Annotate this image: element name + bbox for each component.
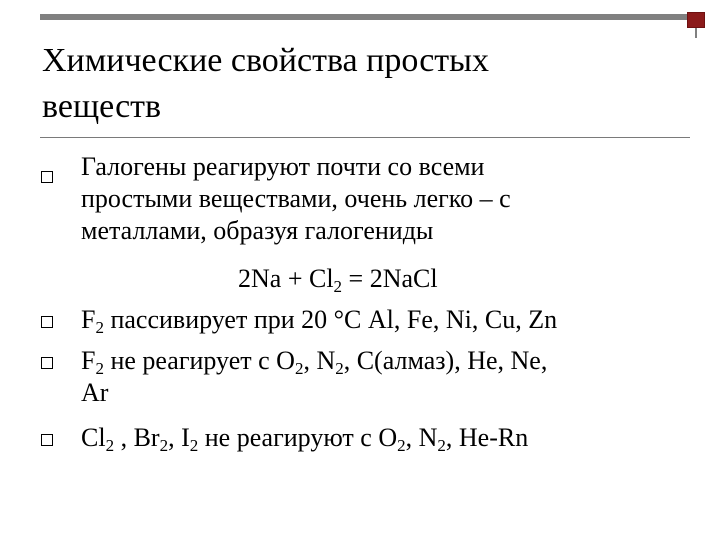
subscript: 2 [333, 277, 343, 296]
bullet-text [81, 422, 681, 454]
text-fragment: пассивирует при 20 °С Al, Fe, Ni, Cu, Zn [103, 305, 558, 334]
subscript: 2 [189, 436, 199, 455]
text-fragment: , N [405, 423, 438, 452]
reaction-equation [238, 263, 438, 295]
text-fragment: , I [168, 423, 190, 452]
slide-title [42, 38, 672, 130]
text-fragment: , Br [114, 423, 160, 452]
subscript: 2 [294, 359, 304, 378]
corner-accent-stub [695, 28, 697, 38]
hollow-square-bullet-icon [41, 357, 53, 369]
hollow-square-bullet-icon [41, 434, 53, 446]
text-fragment: F [81, 305, 96, 334]
subscript: 2 [437, 436, 446, 455]
hollow-square-bullet-icon [41, 171, 53, 183]
hollow-square-bullet-icon [41, 316, 53, 328]
bullet-text [81, 304, 681, 336]
slide-title-line-1: Химические свойства простых [42, 42, 489, 79]
bullet-line: Галогены реагируют почти со всеми [81, 152, 485, 181]
text-fragment: , He-Rn [445, 423, 529, 452]
subscript: 2 [105, 436, 115, 455]
slide-title-line-2: веществ [42, 88, 162, 125]
subscript: 2 [397, 436, 406, 455]
subscript: 2 [95, 359, 104, 378]
corner-accent-square [687, 12, 705, 28]
bullet-text [81, 345, 681, 409]
equation-fragment: = 2NaCl [342, 264, 438, 293]
top-decorative-rule [40, 14, 688, 20]
subscript: 2 [159, 436, 169, 455]
subscript: 2 [95, 318, 104, 337]
text-fragment: не реагирует с O [103, 346, 295, 375]
text-fragment: F [81, 346, 96, 375]
text-fragment: Cl [81, 423, 106, 452]
equation-fragment: 2Na + Cl [238, 264, 334, 293]
bullet-text [81, 151, 681, 247]
text-fragment: , C(алмаз), He, Ne, [343, 346, 548, 375]
bullet-line: простыми веществами, очень легко – с [81, 184, 511, 213]
subscript: 2 [335, 359, 344, 378]
bullet-line: Ar [81, 378, 109, 407]
title-underline [40, 137, 690, 138]
text-fragment: не реагируют с O [198, 423, 398, 452]
text-fragment: , N [303, 346, 336, 375]
bullet-line: металлами, образуя галогениды [81, 216, 434, 245]
